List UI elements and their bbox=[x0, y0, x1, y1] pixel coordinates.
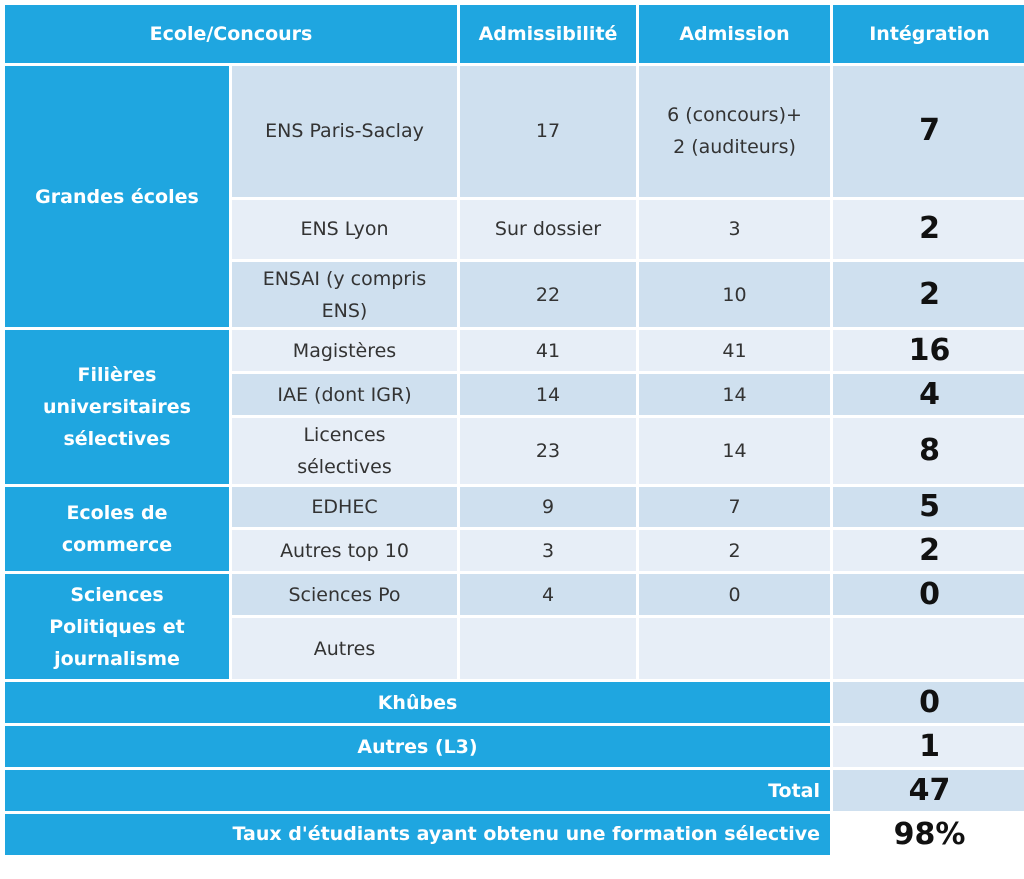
integration-cell: 2 bbox=[833, 530, 1024, 571]
school-cell: Autres bbox=[232, 618, 457, 679]
admissibilite-cell: 22 bbox=[460, 262, 636, 327]
total-label: Total bbox=[5, 770, 830, 811]
header-row bbox=[5, 5, 1024, 63]
admission-cell: 6 (concours)+ 2 (auditeurs) bbox=[639, 66, 830, 197]
group-ecoles-commerce: Ecoles de commerce bbox=[5, 487, 229, 572]
table-row bbox=[5, 574, 1024, 615]
header-integration: Intégration bbox=[833, 5, 1024, 63]
school-cell: IAE (dont IGR) bbox=[232, 374, 457, 415]
integration-cell bbox=[833, 618, 1024, 679]
admissibilite-cell: 3 bbox=[460, 530, 636, 571]
admissibilite-cell bbox=[460, 618, 636, 679]
header-admissibilite: Admissibilité bbox=[460, 5, 636, 63]
school-cell: ENS Paris-Saclay bbox=[232, 66, 457, 197]
header-admission: Admission bbox=[639, 5, 830, 63]
admissibilite-cell: 17 bbox=[460, 66, 636, 197]
admissibilite-cell: 41 bbox=[460, 330, 636, 371]
footer-row-khubes bbox=[5, 682, 1024, 723]
khubes-label: Khûbes bbox=[5, 682, 830, 723]
school-cell: Magistères bbox=[232, 330, 457, 371]
integration-cell: 7 bbox=[833, 66, 1024, 197]
admission-cell bbox=[639, 618, 830, 679]
header-ecole-concours: Ecole/Concours bbox=[5, 5, 457, 63]
admissibilite-cell: 4 bbox=[460, 574, 636, 615]
integration-cell: 16 bbox=[833, 330, 1024, 371]
integration-cell: 0 bbox=[833, 574, 1024, 615]
table-row bbox=[5, 487, 1024, 528]
footer-row-taux bbox=[5, 814, 1024, 855]
khubes-value: 0 bbox=[833, 682, 1024, 723]
autres-l3-value: 1 bbox=[833, 726, 1024, 767]
integration-cell: 5 bbox=[833, 487, 1024, 528]
admission-cell: 7 bbox=[639, 487, 830, 528]
results-table bbox=[2, 2, 1024, 858]
school-cell: Autres top 10 bbox=[232, 530, 457, 571]
admission-cell: 14 bbox=[639, 374, 830, 415]
admission-cell: 41 bbox=[639, 330, 830, 371]
school-cell: Sciences Po bbox=[232, 574, 457, 615]
group-filieres-universitaires: Filières universitaires sélectives bbox=[5, 330, 229, 483]
group-sciences-politiques: Sciences Politiques et journalisme bbox=[5, 574, 229, 679]
admission-cell: 14 bbox=[639, 418, 830, 483]
school-cell: ENS Lyon bbox=[232, 200, 457, 259]
autres-l3-label: Autres (L3) bbox=[5, 726, 830, 767]
admissibilite-cell: 9 bbox=[460, 487, 636, 528]
taux-value: 98% bbox=[833, 814, 1024, 855]
admission-cell: 3 bbox=[639, 200, 830, 259]
total-value: 47 bbox=[833, 770, 1024, 811]
school-cell: EDHEC bbox=[232, 487, 457, 528]
admission-cell: 0 bbox=[639, 574, 830, 615]
integration-cell: 8 bbox=[833, 418, 1024, 483]
integration-cell: 2 bbox=[833, 262, 1024, 327]
admissibilite-cell: 23 bbox=[460, 418, 636, 483]
admission-cell: 2 bbox=[639, 530, 830, 571]
integration-cell: 2 bbox=[833, 200, 1024, 259]
integration-cell: 4 bbox=[833, 374, 1024, 415]
admission-cell: 10 bbox=[639, 262, 830, 327]
footer-row-autres-l3 bbox=[5, 726, 1024, 767]
admissibilite-cell: 14 bbox=[460, 374, 636, 415]
admissibilite-cell: Sur dossier bbox=[460, 200, 636, 259]
footer-row-total bbox=[5, 770, 1024, 811]
school-cell: ENSAI (y compris ENS) bbox=[232, 262, 457, 327]
group-grandes-ecoles: Grandes écoles bbox=[5, 66, 229, 327]
table-row bbox=[5, 66, 1024, 197]
table-row bbox=[5, 330, 1024, 371]
taux-label: Taux d'étudiants ayant obtenu une formation sélective bbox=[5, 814, 830, 855]
school-cell: Licences sélectives bbox=[232, 418, 457, 483]
